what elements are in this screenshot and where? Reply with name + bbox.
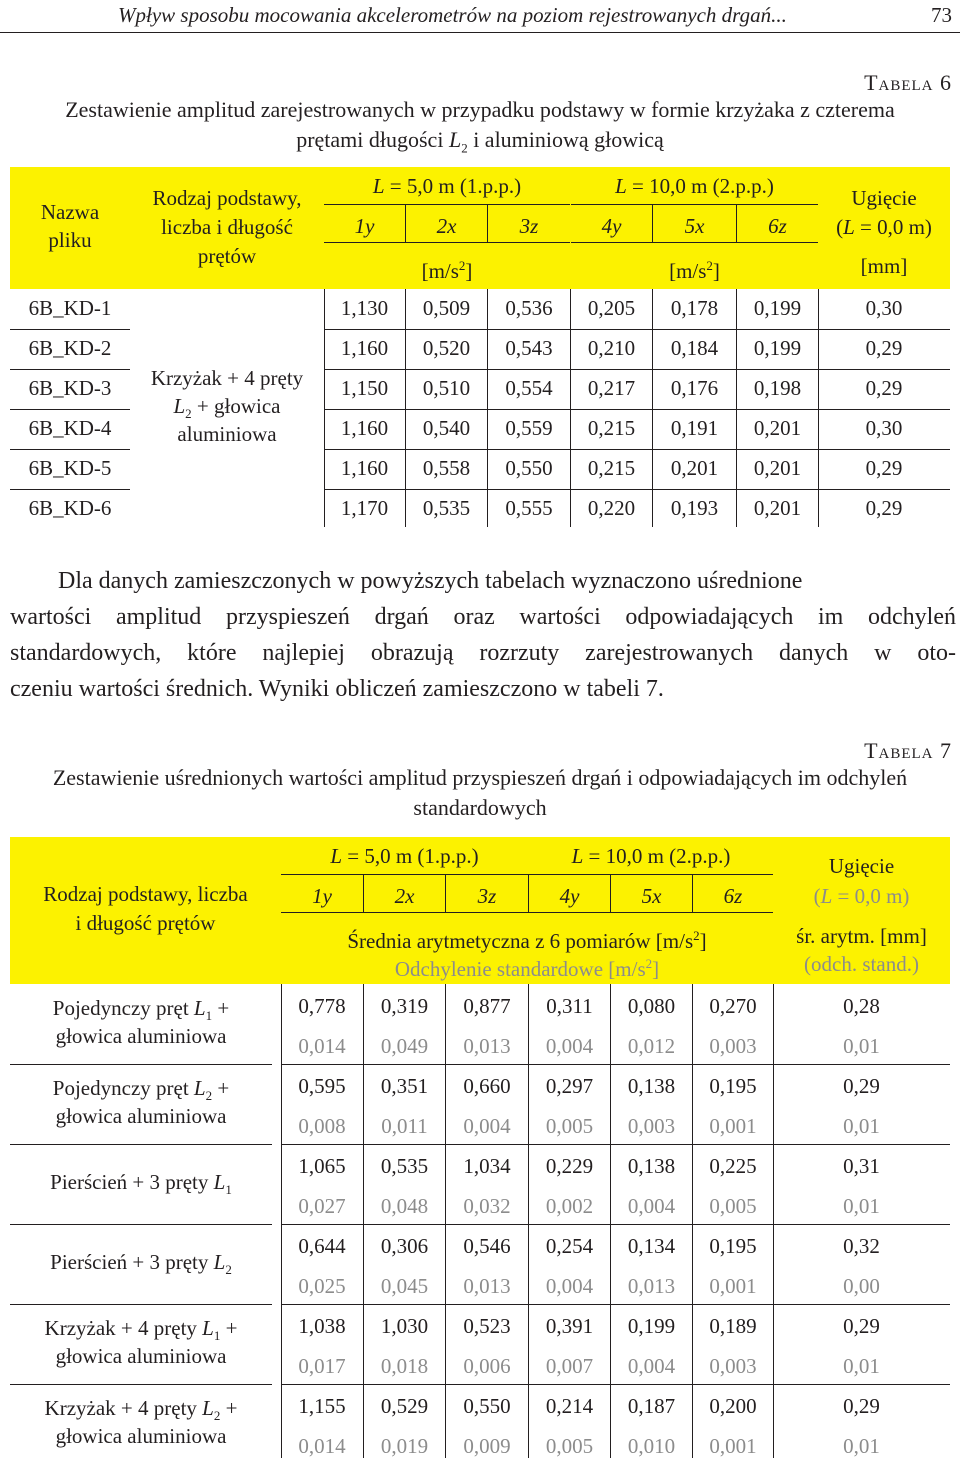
table7-mean-cell: 0,29 <box>843 1074 880 1098</box>
table7-std-cell: 0,013 <box>463 1274 511 1298</box>
table6-file-cell: 6B_KD-1 <box>28 296 112 320</box>
table7-std-cell: 0,009 <box>463 1434 511 1458</box>
axis-3z: 3z <box>519 214 539 238</box>
table6-caption <box>0 95 960 163</box>
t7-defl-std: (odch. stand.) <box>804 952 919 976</box>
t7-axis-2x: 2x <box>394 884 415 908</box>
table7-base-cell: głowica aluminiowa <box>55 1344 227 1368</box>
unit-accel-1: $[m/s^2]$ <box>421 258 473 283</box>
t7-axis-6z: 6z <box>723 884 743 908</box>
table7-caption-line2: standardowych <box>413 795 547 820</box>
table6-file-cell: 6B_KD-5 <box>28 456 112 480</box>
table7-mean-cell: 0,254 <box>545 1234 594 1258</box>
table7-mean-cell: 0,134 <box>627 1234 676 1258</box>
table6-value-cell: 0,29 <box>865 496 903 520</box>
table7-mean-cell: 0,535 <box>380 1154 429 1178</box>
table7-mean-cell: 0,229 <box>545 1154 594 1178</box>
group2-header: L = 10,0 m (2.p.p.) <box>615 174 774 198</box>
paragraph-line: wartości amplitud przyspieszeń drgań oraz wartości odpowiadających im odchyleń <box>10 604 956 630</box>
rule <box>487 289 488 527</box>
axis-2x: 2x <box>436 214 457 238</box>
table7-caption <box>0 763 960 823</box>
t7-col-base-line2: i długość prętów <box>75 911 216 935</box>
table7-caption-line1: Zestawienie uśrednionych wartości amplitud przyspieszeń drgań i odpowiadających im odchyleń <box>52 765 908 790</box>
table6-value-cell: 0,520 <box>422 336 471 360</box>
table7-std-cell: 0,007 <box>545 1354 594 1378</box>
table7-mean-cell: 0,195 <box>709 1234 757 1258</box>
paragraph-line: Dla danych zamieszczonych w powyższych tabelach wyznaczono uśrednione <box>58 568 803 594</box>
table7-std-cell: 0,003 <box>709 1354 757 1378</box>
table7-std-cell: 0,011 <box>381 1114 428 1138</box>
table7-std-cell: 0,045 <box>380 1274 429 1298</box>
body-paragraph <box>10 563 956 707</box>
table7-mean-cell: 1,155 <box>298 1394 346 1418</box>
table6-value-cell: 0,215 <box>587 456 636 480</box>
table7-std-cell: 0,01 <box>843 1114 880 1138</box>
table7-mean-cell: 0,297 <box>545 1074 594 1098</box>
col-base-line2: liczba i długość <box>161 215 293 239</box>
table6-value-cell: 0,198 <box>753 376 802 400</box>
base-line3: aluminiowa <box>177 422 277 446</box>
table6-value-cell: 0,550 <box>505 456 553 480</box>
table6-value-cell: 0,558 <box>422 456 471 480</box>
table7-mean-cell: 0,29 <box>843 1314 880 1338</box>
table6-value-cell: 1,160 <box>340 416 389 440</box>
row-rule <box>10 329 130 330</box>
table6-value-cell: 0,510 <box>422 376 471 400</box>
table7-std-cell: 0,014 <box>298 1434 346 1458</box>
table7-std-cell: 0,008 <box>298 1114 346 1138</box>
table7-mean-cell: 0,225 <box>709 1154 757 1178</box>
table6-value-cell: 1,150 <box>340 376 389 400</box>
table6-value-cell: 0,205 <box>587 296 636 320</box>
rule <box>281 874 773 875</box>
row-rule <box>324 369 950 370</box>
t7-deflection-line1: Ugięcie <box>828 854 895 878</box>
table7-base-cell: Krzyżak + 4 pręty $L_1$ + <box>44 1316 238 1344</box>
table6-value-cell: 0,201 <box>753 456 802 480</box>
rule <box>324 242 818 243</box>
table7-mean-cell: 0,595 <box>298 1074 346 1098</box>
col-name-line1: Nazwa <box>40 200 100 224</box>
rule <box>324 204 818 205</box>
table7-mean-cell: 0,31 <box>843 1154 880 1178</box>
table7-base-cell: Pierścień + 3 pręty $L_1$ <box>50 1170 232 1198</box>
row-rule <box>281 1144 950 1145</box>
row-rule <box>10 1144 272 1145</box>
table7-std-cell: 0,013 <box>463 1034 511 1058</box>
table7-mean-cell: 0,550 <box>463 1394 511 1418</box>
rule <box>324 289 325 527</box>
table6-value-cell: 0,555 <box>505 496 553 520</box>
table7-base-cell: głowica aluminiowa <box>55 1024 227 1048</box>
table7-std-cell: 0,001 <box>709 1274 757 1298</box>
t7-group2-header: L = 10,0 m (2.p.p.) <box>571 844 731 868</box>
table6-value-cell: 0,199 <box>753 336 802 360</box>
table7-mean-cell: 0,138 <box>627 1074 676 1098</box>
table6-value-cell: 0,217 <box>587 376 636 400</box>
table6-value-cell: 1,160 <box>340 336 389 360</box>
table7-mean-cell: 0,199 <box>627 1314 676 1338</box>
table6-file-cell: 6B_KD-4 <box>28 416 112 440</box>
table6-value-cell: 0,191 <box>670 416 719 440</box>
row-rule <box>281 1304 950 1305</box>
t7-axis-4y: 4y <box>559 884 580 908</box>
col-base-line1: Rodzaj podstawy, <box>152 186 302 210</box>
table7-mean-cell: 0,080 <box>627 994 676 1018</box>
t7-axis-1y: 1y <box>312 884 332 908</box>
table7-mean-cell: 0,32 <box>843 1234 880 1258</box>
table6-value-cell: 0,220 <box>587 496 636 520</box>
row-rule <box>10 489 130 490</box>
table7-mean-cell: 0,214 <box>545 1394 594 1418</box>
table6-file-cell: 6B_KD-6 <box>28 496 112 520</box>
rule <box>736 289 737 527</box>
axis-6z: 6z <box>768 214 787 238</box>
table7-mean-cell: 0,546 <box>463 1234 511 1258</box>
table6-value-cell: 0,201 <box>753 496 802 520</box>
table7-mean-cell: 0,391 <box>545 1314 594 1338</box>
table6-label: Tabela 6 <box>864 70 952 95</box>
axis-1y: 1y <box>354 214 375 238</box>
table7-mean-cell: 0,29 <box>843 1394 880 1418</box>
running-header <box>0 0 960 33</box>
row-rule <box>10 1224 272 1225</box>
table6-value-cell: 0,30 <box>865 416 903 440</box>
rule <box>652 289 653 527</box>
table7-std-cell: 0,01 <box>843 1434 880 1458</box>
row-rule <box>10 1384 272 1385</box>
t7-axis-3z: 3z <box>477 884 497 908</box>
table7-std-cell: 0,013 <box>627 1274 676 1298</box>
table7-mean-cell: 0,195 <box>709 1074 757 1098</box>
table7-std-cell: 0,003 <box>627 1114 676 1138</box>
unit-accel-2: $[m/s^2]$ <box>669 258 720 283</box>
table7-std-cell: 0,01 <box>843 1354 880 1378</box>
table6 <box>0 160 960 530</box>
row-rule <box>10 449 130 450</box>
table7-std-cell: 0,010 <box>627 1434 676 1458</box>
table6-value-cell: 0,210 <box>587 336 636 360</box>
table7-mean-cell: 0,660 <box>463 1074 511 1098</box>
page-number: 73 <box>931 3 952 27</box>
table7-std-cell: 0,003 <box>709 1034 757 1058</box>
table7-std-cell: 0,00 <box>843 1274 880 1298</box>
table7-base-cell: Pojedynczy pręt $L_2$ + <box>52 1076 230 1104</box>
table7-std-cell: 0,004 <box>463 1114 511 1138</box>
row-rule <box>324 489 950 490</box>
table7-std-cell: 0,006 <box>463 1354 511 1378</box>
table7-mean-cell: 0,523 <box>463 1314 511 1338</box>
rule <box>281 912 773 913</box>
table7-mean-cell: 0,306 <box>380 1234 429 1258</box>
table7-std-cell: 0,025 <box>298 1274 346 1298</box>
rule <box>818 289 819 527</box>
table6-value-cell: 0,509 <box>422 296 471 320</box>
row-rule <box>281 1224 950 1225</box>
table6-value-cell: 0,199 <box>753 296 802 320</box>
table7-mean-cell: 0,644 <box>298 1234 346 1258</box>
table6-value-cell: 1,170 <box>340 496 389 520</box>
table7-mean-cell: 0,138 <box>627 1154 676 1178</box>
table7-mean-cell: 0,200 <box>709 1394 757 1418</box>
table7-mean-cell: 0,28 <box>843 994 880 1018</box>
table7-mean-cell: 0,778 <box>298 994 346 1018</box>
table6-value-cell: 0,215 <box>587 416 636 440</box>
table7-std-cell: 0,005 <box>545 1434 594 1458</box>
unit-defl: [mm] <box>860 254 908 278</box>
table7-std-cell: 0,017 <box>298 1354 346 1378</box>
table7-std-cell: 0,002 <box>545 1194 594 1218</box>
table7-mean-cell: 1,038 <box>298 1314 346 1338</box>
row-rule <box>281 1384 950 1385</box>
row-rule <box>281 1064 950 1065</box>
table6-value-cell: 1,130 <box>340 296 389 320</box>
row-rule <box>10 369 130 370</box>
table7-std-cell: 0,018 <box>380 1354 429 1378</box>
table7-mean-cell: 0,351 <box>380 1074 429 1098</box>
table7-std-cell: 0,005 <box>545 1114 594 1138</box>
table7-std-cell: 0,032 <box>463 1194 511 1218</box>
table7-mean-cell: 0,189 <box>709 1314 757 1338</box>
row-rule <box>324 449 950 450</box>
t7-defl-mean: śr. arytm. [mm] <box>796 924 927 948</box>
table6-value-cell: 0,184 <box>670 336 719 360</box>
paragraph-line: czeniu wartości średnich. Wyniki obliczeń zamieszczono w tabeli 7. <box>10 676 664 702</box>
table7-mean-cell: 0,319 <box>380 994 429 1018</box>
table7-std-cell: 0,004 <box>545 1274 594 1298</box>
axis-4y: 4y <box>601 214 622 238</box>
table7-std-cell: 0,005 <box>709 1194 757 1218</box>
rule <box>570 289 571 527</box>
col-name-line2: pliku <box>48 228 92 252</box>
table7-std-cell: 0,001 <box>709 1434 757 1458</box>
table6-value-cell: 0,201 <box>670 456 719 480</box>
table7-std-cell: 0,004 <box>545 1034 594 1058</box>
table7-mean-cell: 0,311 <box>546 994 593 1018</box>
t7-col-base-line1: Rodzaj podstawy, liczba <box>43 882 248 906</box>
table7-base-cell: głowica aluminiowa <box>55 1104 227 1128</box>
table7-std-cell: 0,049 <box>380 1034 429 1058</box>
axis-5x: 5x <box>684 214 705 238</box>
table7-std-cell: 0,014 <box>298 1034 346 1058</box>
row-rule <box>324 409 950 410</box>
col-base-line3: prętów <box>197 244 257 268</box>
table6-value-cell: 0,193 <box>670 496 719 520</box>
table7-mean-cell: 0,270 <box>709 994 757 1018</box>
table7 <box>0 830 960 1460</box>
row-rule <box>10 409 130 410</box>
table6-file-cell: 6B_KD-2 <box>28 336 112 360</box>
table7-std-cell: 0,027 <box>298 1194 346 1218</box>
table7-std-cell: 0,012 <box>627 1034 676 1058</box>
base-line1: Krzyżak + 4 pręty <box>150 366 304 390</box>
table7-std-cell: 0,004 <box>627 1354 676 1378</box>
table6-value-cell: 0,178 <box>670 296 719 320</box>
table6-value-cell: 0,176 <box>670 376 719 400</box>
table6-value-cell: 0,536 <box>505 296 553 320</box>
table7-mean-cell: 0,877 <box>463 994 511 1018</box>
t7-group1-header: L = 5,0 m (1.p.p.) <box>330 844 479 868</box>
table6-caption-line2: prętami długości $L_2$ i aluminiową głowicą <box>296 127 664 156</box>
table7-std-cell: 0,01 <box>843 1034 880 1058</box>
group1-header: L = 5,0 m (1.p.p.) <box>372 174 522 198</box>
table6-value-cell: 0,559 <box>505 416 553 440</box>
t7-mean-label: Średnia arytmetyczna z 6 pomiarów $[m/s^2]$ <box>347 928 707 953</box>
table6-value-cell: 0,554 <box>505 376 553 400</box>
table7-std-cell: 0,048 <box>380 1194 429 1218</box>
rule <box>405 289 406 527</box>
t7-std-label: Odchylenie standardowe $[m/s^2]$ <box>394 956 660 981</box>
table6-value-cell: 0,540 <box>422 416 471 440</box>
deflection-line1: Ugięcie <box>851 186 917 210</box>
paragraph-line: standardowych, które najlepiej obrazują rozrzuty zarejestrowanych danych w oto- <box>10 640 956 666</box>
running-title: Wpływ sposobu mocowania akcelerometrów na poziom rejestrowanych drgań... <box>118 3 787 27</box>
table7-mean-cell: 0,529 <box>380 1394 429 1418</box>
deflection-line2: (L = 0,0 m) <box>836 215 932 239</box>
table7-std-cell: 0,019 <box>380 1434 429 1458</box>
t7-axis-5x: 5x <box>641 884 662 908</box>
table6-file-cell: 6B_KD-3 <box>28 376 112 400</box>
base-line2: $L_2$ + głowica <box>173 394 281 422</box>
table6-value-cell: 0,535 <box>422 496 471 520</box>
table7-mean-cell: 0,187 <box>627 1394 676 1418</box>
table6-value-cell: 0,201 <box>753 416 802 440</box>
table7-mean-cell: 1,065 <box>298 1154 346 1178</box>
table7-label: Tabela 7 <box>864 738 952 763</box>
table7-std-cell: 0,001 <box>709 1114 757 1138</box>
table6-value-cell: 0,29 <box>865 456 903 480</box>
table7-mean-cell: 1,030 <box>380 1314 429 1338</box>
row-rule <box>10 1064 272 1065</box>
table7-base-cell: głowica aluminiowa <box>55 1424 227 1448</box>
row-rule <box>10 1304 272 1305</box>
table6-value-cell: 0,543 <box>505 336 553 360</box>
table7-base-cell: Pojedynczy pręt $L_1$ + <box>52 996 230 1024</box>
table6-caption-line1: Zestawienie amplitud zarejestrowanych w przypadku podstawy w formie krzyżaka z czterema <box>65 97 895 122</box>
table7-base-cell: Pierścień + 3 pręty $L_2$ <box>50 1250 232 1278</box>
table7-std-cell: 0,004 <box>627 1194 676 1218</box>
table6-value-cell: 0,29 <box>865 336 903 360</box>
table7-base-cell: Krzyżak + 4 pręty $L_2$ + <box>44 1396 238 1424</box>
row-rule <box>324 329 950 330</box>
table6-value-cell: 0,30 <box>865 296 903 320</box>
table6-value-cell: 1,160 <box>340 456 389 480</box>
table7-std-cell: 0,01 <box>843 1194 880 1218</box>
t7-deflection-line2: (L = 0,0 m) <box>813 884 910 908</box>
table7-mean-cell: 1,034 <box>463 1154 511 1178</box>
table6-value-cell: 0,29 <box>865 376 903 400</box>
